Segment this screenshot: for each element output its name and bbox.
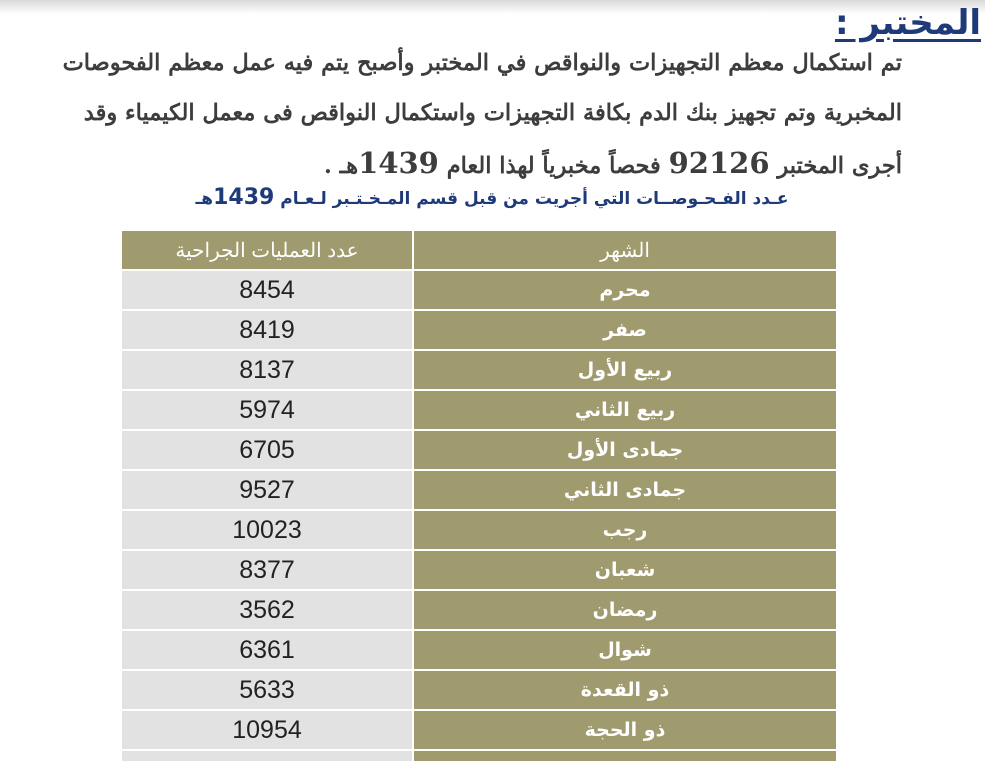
table-header-row	[121, 230, 837, 270]
month-cell: صفر	[413, 310, 837, 350]
month-cell: ربيع الثاني	[413, 390, 837, 430]
month-cell: ذو الحجة	[413, 710, 837, 750]
count-cell-empty	[121, 750, 413, 762]
month-cell-empty	[413, 750, 837, 762]
month-cell: رجب	[413, 510, 837, 550]
lab-description-paragraph	[60, 38, 902, 191]
table-caption	[120, 181, 864, 216]
table-row	[121, 630, 837, 670]
count-cell: 10023	[121, 510, 413, 550]
month-cell: رمضان	[413, 590, 837, 630]
count-cell: 6705	[121, 430, 413, 470]
table-row-cut-off	[121, 750, 837, 762]
test-count-value: 92126	[668, 146, 770, 180]
paragraph-text-part2: فحصاً مخبرياً لهذا العام	[438, 153, 669, 179]
month-cell: شعبان	[413, 550, 837, 590]
table-row	[121, 550, 837, 590]
section-title: المختبر :	[834, 3, 981, 43]
table-caption-suffix: هـ	[195, 189, 214, 209]
count-cell: 3562	[121, 590, 413, 630]
header-month: الشهر	[413, 230, 837, 270]
table-row	[121, 670, 837, 710]
count-cell: 5633	[121, 670, 413, 710]
count-cell: 8137	[121, 350, 413, 390]
count-cell: 8454	[121, 270, 413, 310]
month-cell: ذو القعدة	[413, 670, 837, 710]
count-cell: 9527	[121, 470, 413, 510]
paragraph-text-part3: هـ .	[324, 153, 359, 179]
month-cell: جمادى الأول	[413, 430, 837, 470]
year-value: 1439	[358, 146, 439, 180]
table-row	[121, 270, 837, 310]
count-cell: 5974	[121, 390, 413, 430]
table-row	[121, 510, 837, 550]
count-cell: 8377	[121, 550, 413, 590]
table-caption-year: 1439	[213, 185, 275, 210]
table-row	[121, 470, 837, 510]
table-row	[121, 390, 837, 430]
month-cell: جمادى الثاني	[413, 470, 837, 510]
header-count: عدد العمليات الجراحية	[121, 230, 413, 270]
table-row	[121, 310, 837, 350]
table-caption-text: عـدد الفـحـوصــات التي أجريت من قبل قسم المـخـتـبر لـعـام	[274, 189, 789, 209]
paragraph-text-part1: تم استكمال معظم التجهيزات والنواقص في المختبر وأصبح يتم فيه عمل معظم الفحوصات المخبرية وتم تجهيز بنك الدم بكافة التجهيزات واستكمال النواقص فى معمل الكيمياء وقد أجرى المختبر	[62, 50, 902, 179]
count-cell: 8419	[121, 310, 413, 350]
monthly-tests-table	[120, 229, 838, 763]
count-cell: 10954	[121, 710, 413, 750]
table-row	[121, 710, 837, 750]
table-row	[121, 430, 837, 470]
count-cell: 6361	[121, 630, 413, 670]
month-cell: ربيع الأول	[413, 350, 837, 390]
month-cell: محرم	[413, 270, 837, 310]
month-cell: شوال	[413, 630, 837, 670]
table-row	[121, 350, 837, 390]
table-row	[121, 590, 837, 630]
